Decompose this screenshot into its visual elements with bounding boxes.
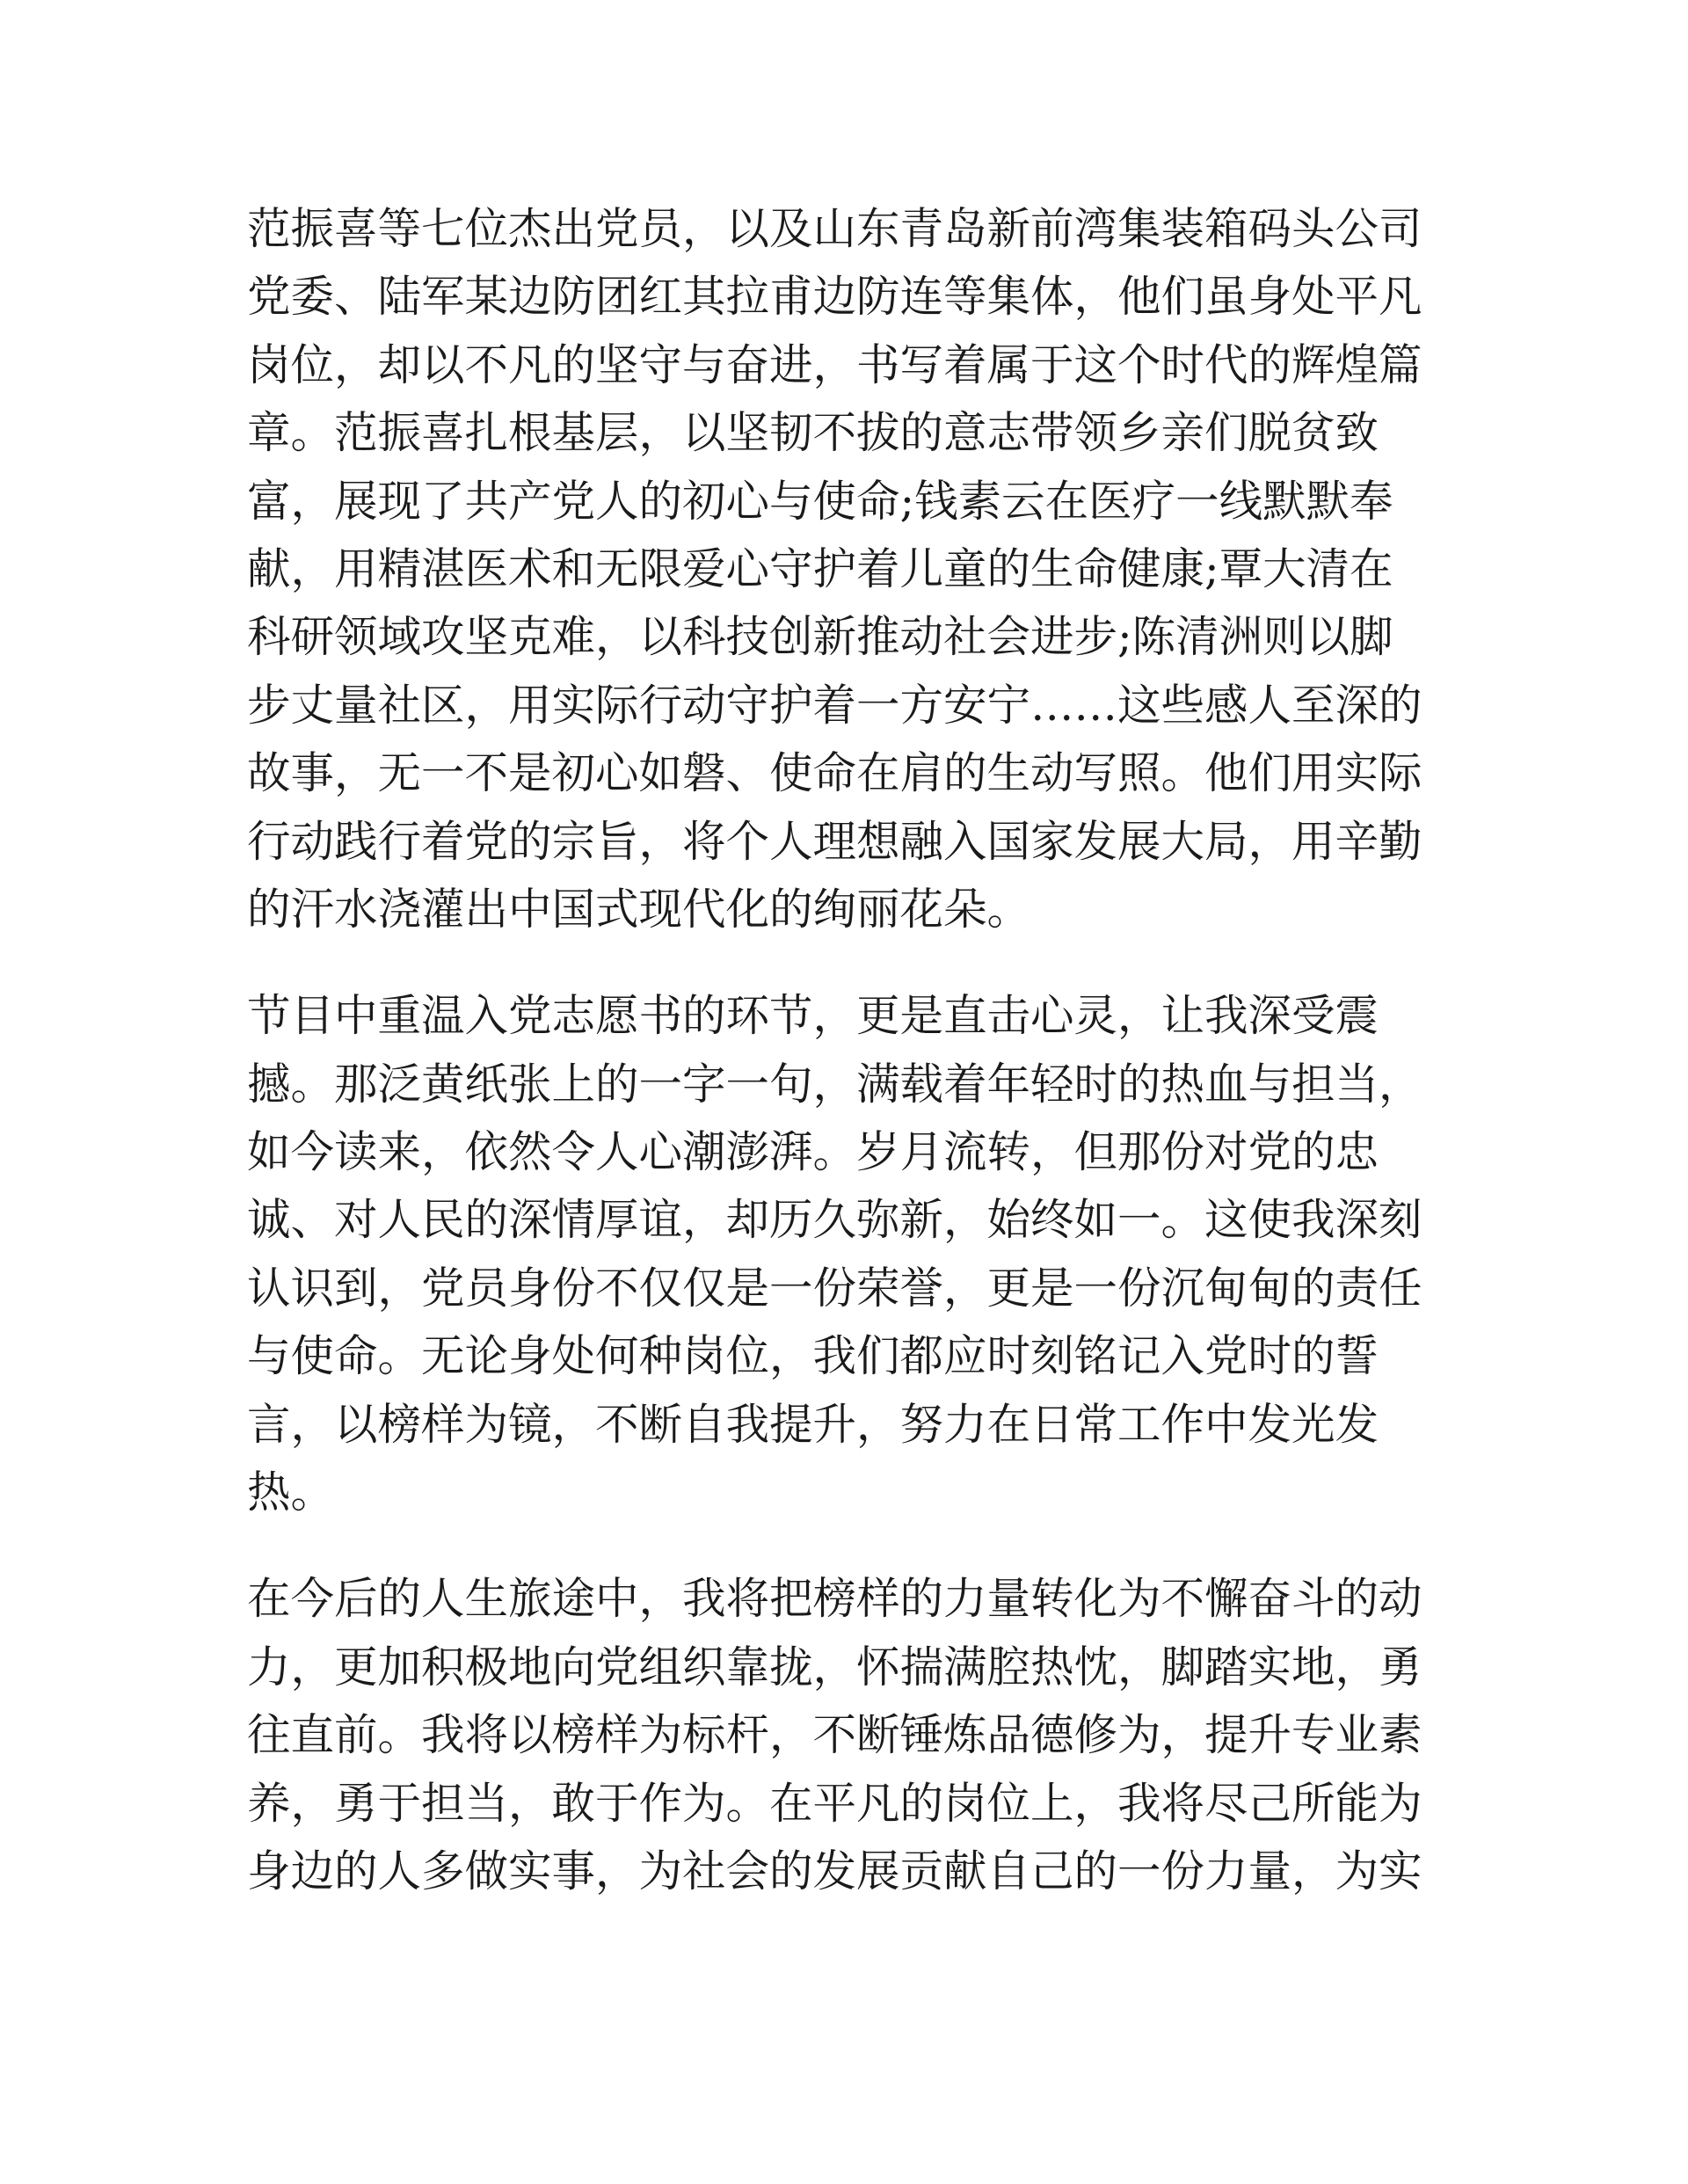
text-line: 章。范振喜扎根基层，以坚韧不拔的意志带领乡亲们脱贫致: [247, 407, 1379, 459]
text-line: 的汗水浇灌出中国式现代化的绚丽花朵。: [247, 883, 1030, 935]
text-line: 步丈量社区，用实际行动守护着一方安宁……这些感人至深的: [247, 679, 1422, 731]
text-line: 献，用精湛医术和无限爱心守护着儿童的生命健康;覃大清在: [247, 542, 1393, 594]
text-line: 诚、对人民的深情厚谊，却历久弥新，始终如一。这使我深刻: [247, 1194, 1422, 1246]
text-line: 与使命。无论身处何种岗位，我们都应时刻铭记入党时的誓: [247, 1330, 1379, 1382]
text-line: 节目中重温入党志愿书的环节，更是直击心灵，让我深受震: [247, 990, 1379, 1042]
text-line: 岗位，却以不凡的坚守与奋进，书写着属于这个时代的辉煌篇: [247, 339, 1422, 390]
text-line: 在今后的人生旅途中，我将把榜样的力量转化为不懈奋斗的动: [247, 1573, 1422, 1625]
text-line: 养，勇于担当，敢于作为。在平凡的岗位上，我将尽己所能为: [247, 1777, 1422, 1829]
text-line: 撼。那泛黄纸张上的一字一句，满载着年轻时的热血与担当，: [247, 1058, 1422, 1110]
text-line: 故事，无一不是初心如磐、使命在肩的生动写照。他们用实际: [247, 747, 1422, 799]
text-line: 力，更加积极地向党组织靠拢，怀揣满腔热忱，脚踏实地，勇: [247, 1641, 1422, 1693]
text-line: 党委、陆军某边防团红其拉甫边防连等集体，他们虽身处平凡: [247, 271, 1422, 323]
text-line: 往直前。我将以榜样为标杆，不断锤炼品德修为，提升专业素: [247, 1709, 1422, 1761]
paragraph-3: [247, 1565, 1452, 1905]
text-line: 富，展现了共产党人的初心与使命;钱素云在医疗一线默默奉: [247, 475, 1393, 527]
text-line: 如今读来，依然令人心潮澎湃。岁月流转，但那份对党的忠: [247, 1126, 1379, 1178]
text-line: 行动践行着党的宗旨，将个人理想融入国家发展大局，用辛勤: [247, 815, 1422, 867]
text-line: 身边的人多做实事，为社会的发展贡献自己的一份力量，为实: [247, 1845, 1422, 1896]
text-line: 言，以榜样为镜，不断自我提升，努力在日常工作中发光发: [247, 1398, 1379, 1450]
text-line: 认识到，党员身份不仅仅是一份荣誉，更是一份沉甸甸的责任: [247, 1262, 1422, 1314]
text-line: 科研领域攻坚克难，以科技创新推动社会进步;陈清洲则以脚: [247, 611, 1393, 663]
paragraph-2: [247, 982, 1452, 1526]
paragraph-1: [247, 195, 1452, 943]
document-body: [247, 195, 1452, 1944]
text-line: 范振喜等七位杰出党员，以及山东青岛新前湾集装箱码头公司: [247, 203, 1422, 254]
text-line: 热。: [247, 1467, 334, 1518]
